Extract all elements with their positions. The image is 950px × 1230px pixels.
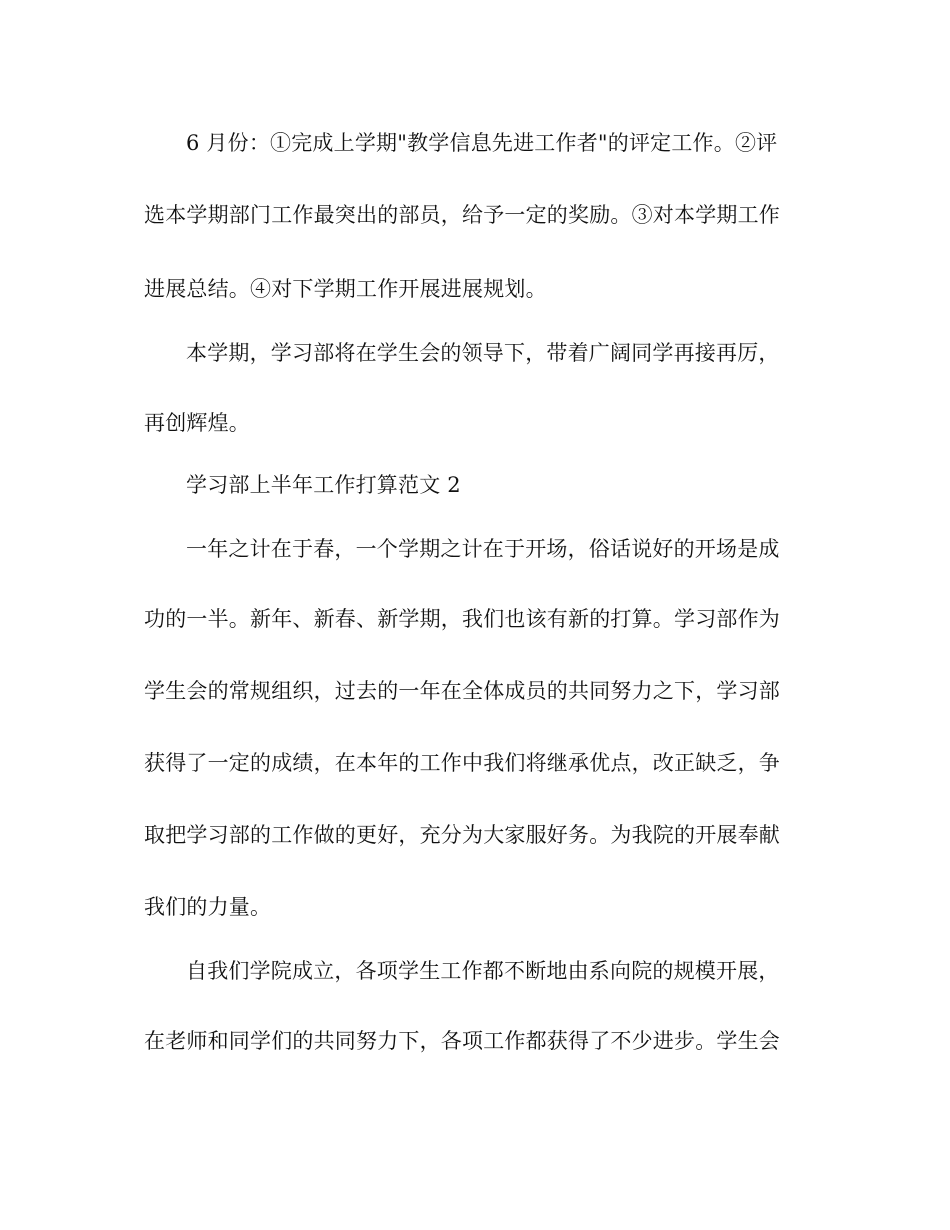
text-line: 自我们学院成立，各项学生工作都不断地由系向院的规模开展，	[186, 959, 780, 983]
text-line: 取把学习部的工作做的更好，充分为大家服好务。为我院的开展奉献	[144, 823, 780, 847]
text-line: 功的一半。新年、新春、新学期，我们也该有新的打算。学习部作为	[144, 607, 780, 631]
section-heading: 学习部上半年工作打算范文 2	[186, 473, 461, 497]
text-line: 学生会的常规组织，过去的一年在全体成员的共同努力之下，学习部	[144, 679, 780, 703]
text-line: 一年之计在于春，一个学期之计在于开场，俗话说好的开场是成	[186, 537, 780, 561]
text-line: 本学期，学习部将在学生会的领导下，带着广阔同学再接再厉，	[186, 341, 780, 365]
text-line: 进展总结。④对下学期工作开展进展规划。	[144, 277, 547, 301]
text-line: 选本学期部门工作最突出的部员，给予一定的奖励。③对本学期工作	[144, 203, 780, 227]
text-line: 在老师和同学们的共同努力下，各项工作都获得了不少进步。学生会	[144, 1029, 780, 1053]
text-line: 再创辉煌。	[144, 411, 250, 435]
text-line: 6 月份：①完成上学期"教学信息先进工作者"的评定工作。②评	[186, 131, 778, 155]
text-line: 获得了一定的成绩，在本年的工作中我们将继承优点，改正缺乏，争	[144, 751, 780, 775]
text-line: 我们的力量。	[144, 895, 272, 919]
